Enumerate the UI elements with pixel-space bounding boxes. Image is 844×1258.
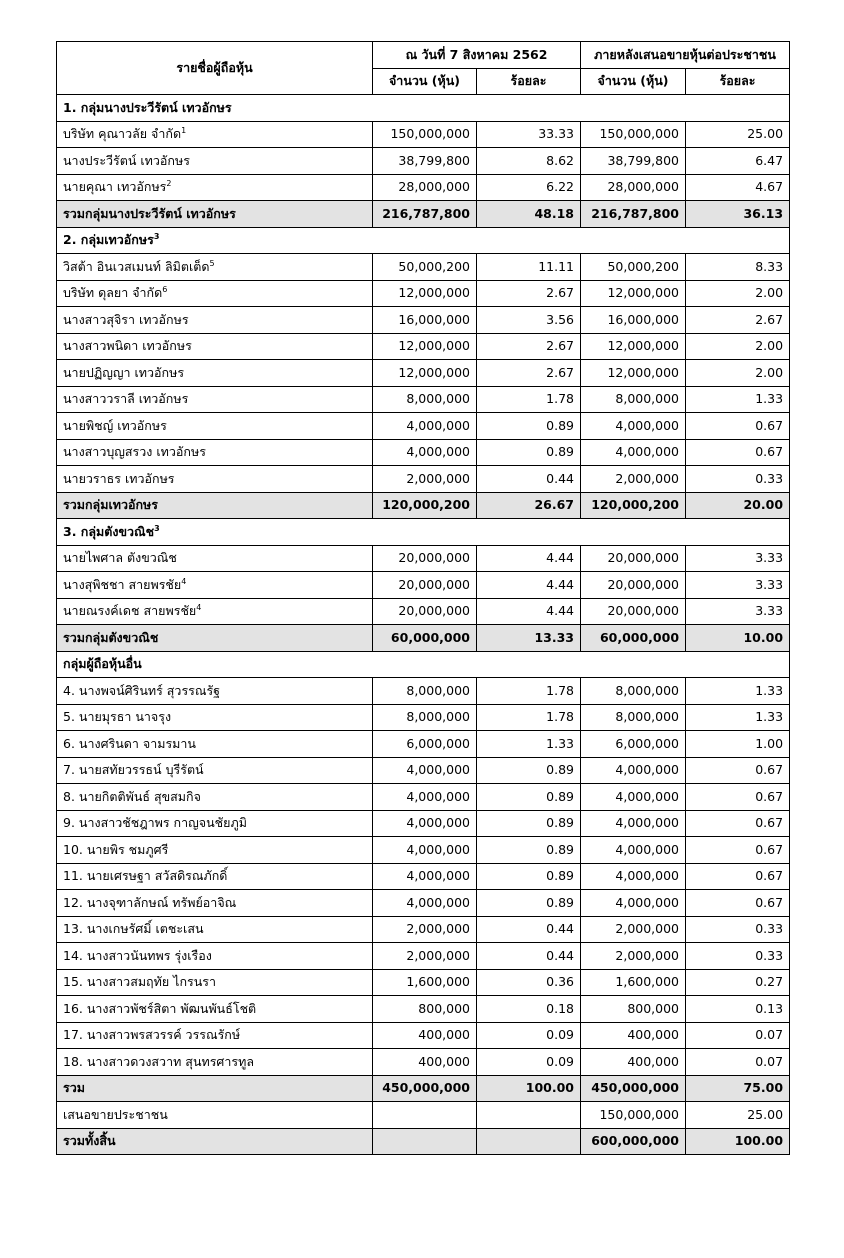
header-pct-after: ร้อยละ	[686, 68, 790, 95]
shareholder-label: นายคุณา เทวอักษร	[63, 179, 167, 195]
shareholder-name	[57, 280, 373, 307]
shares-before-cell: 60,000,000	[373, 625, 477, 652]
group-header-row	[57, 519, 790, 546]
shareholder-name	[57, 863, 373, 890]
shareholder-label: บริษัท ดุลยา จำกัด	[63, 285, 163, 301]
footnote-marker: 3	[154, 523, 160, 533]
pct-after-cell: 0.13	[686, 996, 790, 1023]
table-row	[57, 121, 790, 148]
shareholder-label: 5. นายมุรธา นาจรุง	[63, 709, 172, 725]
table-row	[57, 890, 790, 917]
shares-after-cell: 150,000,000	[581, 1102, 686, 1129]
table-row	[57, 784, 790, 811]
shareholder-name	[57, 333, 373, 360]
pct-after-cell: 6.47	[686, 148, 790, 175]
pct-before-cell: 4.44	[477, 572, 581, 599]
shareholder-name	[57, 1128, 373, 1155]
shares-before-cell: 1,600,000	[373, 969, 477, 996]
shareholder-table	[56, 41, 790, 1155]
pct-before-cell: 0.44	[477, 916, 581, 943]
shareholder-name	[57, 1022, 373, 1049]
shares-after-cell: 2,000,000	[581, 916, 686, 943]
pct-after-cell: 25.00	[686, 121, 790, 148]
pct-after-cell: 3.33	[686, 572, 790, 599]
shareholder-label: 3. กลุ่มตังขวณิช	[63, 523, 155, 539]
shareholder-label: 6. นางศรินดา จามรมาน	[63, 735, 196, 751]
pct-before-cell: 3.56	[477, 307, 581, 334]
table-row	[57, 466, 790, 493]
shareholder-label: วิสต้า อินเวสเมนท์ ลิมิตเต็ด	[63, 258, 210, 274]
shares-after-cell: 28,000,000	[581, 174, 686, 201]
shareholder-name	[57, 784, 373, 811]
shares-after-cell: 12,000,000	[581, 360, 686, 387]
shareholder-label: นางสาววราลี เทวอักษร	[63, 391, 189, 407]
shares-before-cell: 450,000,000	[373, 1075, 477, 1102]
table-row	[57, 969, 790, 996]
pct-before-cell: 2.67	[477, 333, 581, 360]
shareholder-name	[57, 121, 373, 148]
shares-before-cell: 120,000,200	[373, 492, 477, 519]
shares-before-cell: 4,000,000	[373, 837, 477, 864]
shares-after-cell: 12,000,000	[581, 333, 686, 360]
table-row	[57, 413, 790, 440]
shareholder-name	[57, 996, 373, 1023]
table-row	[57, 254, 790, 281]
shareholder-name	[57, 227, 790, 254]
pct-before-cell: 0.44	[477, 466, 581, 493]
shareholder-name	[57, 95, 790, 122]
shares-before-cell: 4,000,000	[373, 810, 477, 837]
pct-before-cell: 0.89	[477, 863, 581, 890]
shares-before-cell: 800,000	[373, 996, 477, 1023]
shares-before-cell: 2,000,000	[373, 916, 477, 943]
footnote-marker: 2	[166, 179, 172, 189]
shares-before-cell: 4,000,000	[373, 413, 477, 440]
shares-before-cell: 38,799,800	[373, 148, 477, 175]
shareholder-label: กลุ่มผู้ถือหุ้นอื่น	[63, 656, 142, 672]
shares-before-cell: 50,000,200	[373, 254, 477, 281]
shares-after-cell: 16,000,000	[581, 307, 686, 334]
pct-before-cell: 0.36	[477, 969, 581, 996]
table-row	[57, 943, 790, 970]
shares-before-cell: 12,000,000	[373, 360, 477, 387]
shares-after-cell: 1,600,000	[581, 969, 686, 996]
footnote-marker: 1	[181, 126, 187, 136]
shareholder-name	[57, 1049, 373, 1076]
shareholder-name	[57, 386, 373, 413]
shares-before-cell: 400,000	[373, 1049, 477, 1076]
total-row	[57, 1128, 790, 1155]
pct-before-cell	[477, 1128, 581, 1155]
shareholder-name	[57, 731, 373, 758]
pct-after-cell: 0.07	[686, 1049, 790, 1076]
shareholder-label: 1. กลุ่มนางประวีรัตน์ เทวอักษร	[63, 99, 232, 115]
table-row	[57, 678, 790, 705]
shareholder-name	[57, 969, 373, 996]
shareholder-name	[57, 466, 373, 493]
footnote-marker: 3	[153, 232, 160, 242]
shares-before-cell: 12,000,000	[373, 333, 477, 360]
shareholder-name	[57, 678, 373, 705]
shareholder-label: เสนอขายประชาชน	[63, 1106, 168, 1122]
pct-before-cell: 11.11	[477, 254, 581, 281]
shares-before-cell: 216,787,800	[373, 201, 477, 228]
header-after-title: ภายหลังเสนอขายหุ้นต่อประชาชน	[581, 42, 790, 69]
pct-after-cell: 10.00	[686, 625, 790, 652]
shareholder-label: รวมกลุ่มนางประวีรัตน์ เทวอักษร	[63, 205, 236, 221]
table-row	[57, 837, 790, 864]
shares-after-cell: 400,000	[581, 1022, 686, 1049]
shareholder-label: นางสาวสุจิรา เทวอักษร	[63, 311, 189, 327]
table-row	[57, 757, 790, 784]
shareholder-label: 11. นายเศรษฐา สวัสดิรณภักดิ์	[63, 868, 228, 884]
pct-after-cell: 3.33	[686, 598, 790, 625]
shares-after-cell: 600,000,000	[581, 1128, 686, 1155]
pct-after-cell: 0.67	[686, 413, 790, 440]
shares-after-cell: 60,000,000	[581, 625, 686, 652]
shares-after-cell: 50,000,200	[581, 254, 686, 281]
header-shares-before: จำนวน (หุ้น)	[373, 68, 477, 95]
shareholder-label: นายพิชญ์ เทวอักษร	[63, 417, 167, 433]
shareholder-label: นายณรงค์เดช สายพรชัย	[63, 603, 197, 619]
shares-after-cell: 2,000,000	[581, 943, 686, 970]
shareholder-label: 12. นางจุฑาลักษณ์ ทรัพย์อาจิณ	[63, 894, 237, 910]
pct-after-cell: 20.00	[686, 492, 790, 519]
pct-before-cell: 0.89	[477, 890, 581, 917]
shares-after-cell: 400,000	[581, 1049, 686, 1076]
shareholder-name	[57, 943, 373, 970]
shareholder-name	[57, 625, 373, 652]
pct-after-cell: 4.67	[686, 174, 790, 201]
shareholder-label: 15. นางสาวสมฤทัย ไกรนรา	[63, 974, 217, 990]
shareholder-name	[57, 837, 373, 864]
shareholder-name	[57, 598, 373, 625]
table-row	[57, 333, 790, 360]
table-row	[57, 174, 790, 201]
pct-after-cell: 75.00	[686, 1075, 790, 1102]
shares-after-cell: 4,000,000	[581, 439, 686, 466]
group-header-row	[57, 95, 790, 122]
footnote-marker: 4	[196, 603, 202, 613]
shareholder-label: นายปฏิญญา เทวอักษร	[63, 364, 185, 380]
footnote-marker: 4	[181, 576, 187, 586]
shares-after-cell: 150,000,000	[581, 121, 686, 148]
shareholder-name	[57, 916, 373, 943]
shares-after-cell: 8,000,000	[581, 678, 686, 705]
pct-before-cell: 0.89	[477, 413, 581, 440]
shareholder-name	[57, 254, 373, 281]
shares-after-cell: 120,000,200	[581, 492, 686, 519]
pct-before-cell: 1.78	[477, 704, 581, 731]
table-row	[57, 439, 790, 466]
shareholder-label: 7. นายสทัยวรรธน์ บุรีรัตน์	[63, 762, 204, 778]
shares-after-cell: 4,000,000	[581, 784, 686, 811]
pct-after-cell: 0.27	[686, 969, 790, 996]
shareholder-label: นางสาวบุญสรวง เทวอักษร	[63, 444, 206, 460]
shares-after-cell: 20,000,000	[581, 545, 686, 572]
shareholder-label: นางประวีรัตน์ เทวอักษร	[63, 152, 190, 168]
shares-after-cell: 8,000,000	[581, 704, 686, 731]
table-row	[57, 916, 790, 943]
shareholder-label: บริษัท คุณาวลัย จำกัด	[63, 126, 182, 142]
shares-before-cell: 400,000	[373, 1022, 477, 1049]
shareholder-name	[57, 704, 373, 731]
table-row	[57, 996, 790, 1023]
pct-after-cell: 1.33	[686, 678, 790, 705]
shares-before-cell: 12,000,000	[373, 280, 477, 307]
group-header-row	[57, 651, 790, 678]
pct-after-cell: 0.67	[686, 757, 790, 784]
shareholder-label: รวมทั้งสิ้น	[63, 1133, 116, 1149]
shares-before-cell: 2,000,000	[373, 943, 477, 970]
shares-before-cell: 4,000,000	[373, 863, 477, 890]
shareholder-name	[57, 519, 790, 546]
pct-after-cell: 0.07	[686, 1022, 790, 1049]
shares-after-cell: 6,000,000	[581, 731, 686, 758]
pct-after-cell: 100.00	[686, 1128, 790, 1155]
shareholder-name	[57, 492, 373, 519]
pct-before-cell: 0.89	[477, 784, 581, 811]
shares-after-cell: 4,000,000	[581, 890, 686, 917]
table-row	[57, 1049, 790, 1076]
table-row	[57, 386, 790, 413]
pct-after-cell: 0.33	[686, 943, 790, 970]
shareholder-label: 4. นางพจน์ศิรินทร์ สุวรรณรัฐ	[63, 682, 221, 698]
shares-before-cell: 150,000,000	[373, 121, 477, 148]
total-row	[57, 201, 790, 228]
shares-before-cell: 8,000,000	[373, 704, 477, 731]
table-row	[57, 545, 790, 572]
shares-after-cell: 8,000,000	[581, 386, 686, 413]
table-row	[57, 1022, 790, 1049]
pct-before-cell: 26.67	[477, 492, 581, 519]
shares-before-cell: 8,000,000	[373, 386, 477, 413]
pct-before-cell	[477, 1102, 581, 1129]
shareholder-label: นางสุพิชชา สายพรชัย	[63, 576, 182, 592]
shares-before-cell: 4,000,000	[373, 439, 477, 466]
shares-after-cell: 800,000	[581, 996, 686, 1023]
pct-before-cell: 2.67	[477, 280, 581, 307]
pct-before-cell: 48.18	[477, 201, 581, 228]
pct-after-cell: 2.00	[686, 360, 790, 387]
pct-before-cell: 4.44	[477, 545, 581, 572]
shareholder-label: รวมกลุ่มเทวอักษร	[63, 497, 159, 513]
shareholder-name	[57, 307, 373, 334]
shareholder-name	[57, 810, 373, 837]
pct-after-cell: 2.00	[686, 333, 790, 360]
pct-before-cell: 1.78	[477, 386, 581, 413]
shares-before-cell	[373, 1128, 477, 1155]
shares-before-cell: 16,000,000	[373, 307, 477, 334]
pct-before-cell: 0.89	[477, 810, 581, 837]
shares-after-cell: 20,000,000	[581, 598, 686, 625]
pct-after-cell: 2.67	[686, 307, 790, 334]
shareholder-label: 13. นางเกษรัศมิ์ เตชะเสน	[63, 921, 204, 937]
table-row	[57, 598, 790, 625]
shareholder-label: รวม	[63, 1080, 85, 1096]
shareholder-name	[57, 757, 373, 784]
shares-before-cell: 20,000,000	[373, 598, 477, 625]
shareholder-label: 14. นางสาวนันทพร รุ่งเรือง	[63, 947, 212, 963]
footnote-marker: 6	[162, 285, 168, 295]
shares-after-cell: 4,000,000	[581, 863, 686, 890]
shareholder-label: 16. นางสาวพัชร์สิตา พัฒนพันธ์โชติ	[63, 1000, 257, 1016]
shares-after-cell: 20,000,000	[581, 572, 686, 599]
shares-after-cell: 4,000,000	[581, 810, 686, 837]
pct-before-cell: 4.44	[477, 598, 581, 625]
pct-after-cell: 0.67	[686, 810, 790, 837]
pct-after-cell: 0.67	[686, 784, 790, 811]
shareholder-name	[57, 174, 373, 201]
pct-before-cell: 0.09	[477, 1022, 581, 1049]
pct-before-cell: 2.67	[477, 360, 581, 387]
pct-before-cell: 6.22	[477, 174, 581, 201]
shareholder-label: 10. นายพิร ชมภูศรี	[63, 841, 169, 857]
shareholder-name	[57, 201, 373, 228]
pct-before-cell: 0.09	[477, 1049, 581, 1076]
shareholder-name	[57, 413, 373, 440]
shares-before-cell: 6,000,000	[373, 731, 477, 758]
pct-after-cell: 0.67	[686, 837, 790, 864]
table-row	[57, 731, 790, 758]
pct-after-cell: 2.00	[686, 280, 790, 307]
shares-before-cell: 20,000,000	[373, 572, 477, 599]
shares-after-cell: 2,000,000	[581, 466, 686, 493]
pct-before-cell: 100.00	[477, 1075, 581, 1102]
pct-before-cell: 1.78	[477, 678, 581, 705]
pct-after-cell: 0.67	[686, 439, 790, 466]
shareholder-label: 8. นายกิตติพันธ์ สุขสมกิจ	[63, 788, 201, 804]
pct-after-cell: 36.13	[686, 201, 790, 228]
table-row	[57, 280, 790, 307]
shares-before-cell: 28,000,000	[373, 174, 477, 201]
pct-after-cell: 1.33	[686, 704, 790, 731]
table-row	[57, 148, 790, 175]
shares-after-cell: 4,000,000	[581, 837, 686, 864]
pct-before-cell: 8.62	[477, 148, 581, 175]
shareholder-name	[57, 545, 373, 572]
shares-after-cell: 216,787,800	[581, 201, 686, 228]
shares-before-cell: 4,000,000	[373, 890, 477, 917]
pct-after-cell: 0.67	[686, 890, 790, 917]
table-row	[57, 360, 790, 387]
header-name-column: รายชื่อผู้ถือหุ้น	[57, 42, 373, 95]
shareholder-label: 9. นางสาวชัชฎาพร กาญจนชัยภูมิ	[63, 815, 247, 831]
shares-before-cell	[373, 1102, 477, 1129]
shareholder-name	[57, 148, 373, 175]
shares-before-cell: 4,000,000	[373, 757, 477, 784]
table-row	[57, 704, 790, 731]
pct-before-cell: 0.44	[477, 943, 581, 970]
shares-before-cell: 20,000,000	[373, 545, 477, 572]
shareholder-label: นายวราธร เทวอักษร	[63, 470, 175, 486]
shareholder-name	[57, 360, 373, 387]
pct-after-cell: 0.33	[686, 916, 790, 943]
pct-after-cell: 0.33	[686, 466, 790, 493]
pct-after-cell: 0.67	[686, 863, 790, 890]
shares-after-cell: 38,799,800	[581, 148, 686, 175]
shareholder-label: 2. กลุ่มเทวอักษร	[63, 232, 154, 248]
shareholder-name	[57, 1075, 373, 1102]
total-row	[57, 492, 790, 519]
shares-after-cell: 4,000,000	[581, 413, 686, 440]
shareholder-label: รวมกลุ่มตังขวณิช	[63, 629, 159, 645]
shares-after-cell: 4,000,000	[581, 757, 686, 784]
pct-before-cell: 33.33	[477, 121, 581, 148]
header-pct-before: ร้อยละ	[477, 68, 581, 95]
shares-after-cell: 450,000,000	[581, 1075, 686, 1102]
shareholder-name	[57, 439, 373, 466]
pct-before-cell: 1.33	[477, 731, 581, 758]
table-row	[57, 863, 790, 890]
pct-before-cell: 0.89	[477, 837, 581, 864]
total-row	[57, 625, 790, 652]
table-row	[57, 810, 790, 837]
pct-before-cell: 0.18	[477, 996, 581, 1023]
group-header-row	[57, 227, 790, 254]
pct-after-cell: 3.33	[686, 545, 790, 572]
pct-before-cell: 0.89	[477, 757, 581, 784]
pct-before-cell: 0.89	[477, 439, 581, 466]
pct-after-cell: 1.33	[686, 386, 790, 413]
pct-after-cell: 1.00	[686, 731, 790, 758]
shares-after-cell: 12,000,000	[581, 280, 686, 307]
table-row	[57, 572, 790, 599]
shareholder-label: นางสาวพนิดา เทวอักษร	[63, 338, 192, 354]
table-body	[57, 95, 790, 1155]
table-row	[57, 1102, 790, 1129]
footnote-marker: 5	[209, 258, 215, 268]
shareholder-name	[57, 651, 790, 678]
shareholder-label: 17. นางสาวพรสวรรค์ วรรณรักษ์	[63, 1027, 241, 1043]
pct-before-cell: 13.33	[477, 625, 581, 652]
shareholder-label: นายไพศาล ตังขวณิช	[63, 550, 177, 566]
header-shares-after: จำนวน (หุ้น)	[581, 68, 686, 95]
shareholder-name	[57, 572, 373, 599]
table-row	[57, 307, 790, 334]
shares-before-cell: 8,000,000	[373, 678, 477, 705]
total-row	[57, 1075, 790, 1102]
header-before-title: ณ วันที่ 7 สิงหาคม 2562	[373, 42, 581, 69]
pct-after-cell: 8.33	[686, 254, 790, 281]
shares-before-cell: 4,000,000	[373, 784, 477, 811]
shares-before-cell: 2,000,000	[373, 466, 477, 493]
shareholder-name	[57, 1102, 373, 1129]
pct-after-cell: 25.00	[686, 1102, 790, 1129]
shareholder-name	[57, 890, 373, 917]
shareholder-label: 18. นางสาวดวงสวาท สุนทรศารทูล	[63, 1053, 255, 1069]
